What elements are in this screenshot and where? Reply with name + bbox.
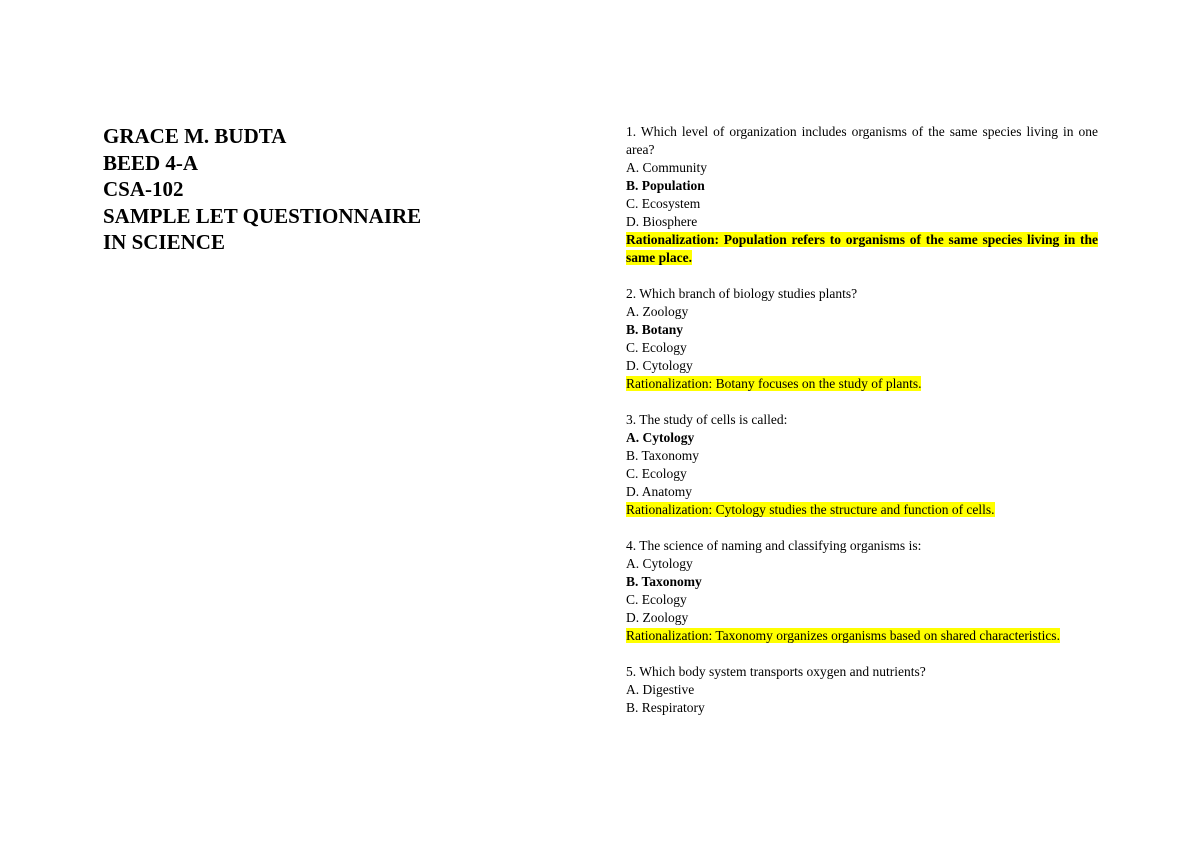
answer-option-correct: A. Cytology <box>626 430 695 445</box>
question-item <box>626 663 1098 717</box>
rationale-text: Rationalization: Population refers to organisms of the same species living in the same place. <box>626 232 1098 265</box>
answer-option-correct: B. Botany <box>626 322 684 337</box>
document-header <box>103 123 543 256</box>
questionnaire <box>626 123 1098 735</box>
document-subtitle: IN SCIENCE <box>103 230 225 254</box>
answer-option: B. Respiratory <box>626 700 705 715</box>
answer-option: C. Ecology <box>626 340 687 355</box>
answer-option: A. Cytology <box>626 556 693 571</box>
question-text: 4. The science of naming and classifying organisms is: <box>626 538 922 553</box>
course-code: CSA-102 <box>103 177 184 201</box>
question-text: 5. Which body system transports oxygen and nutrients? <box>626 664 926 679</box>
rationale-text: Rationalization: Taxonomy organizes organisms based on shared characteristics. <box>626 628 1060 643</box>
rationale <box>626 231 1098 267</box>
answer-option: C. Ecosystem <box>626 196 701 211</box>
answer-option-correct: B. Taxonomy <box>626 574 702 589</box>
answer-option: C. Ecology <box>626 592 687 607</box>
answer-option: D. Anatomy <box>626 484 692 499</box>
answer-option: C. Ecology <box>626 466 687 481</box>
answer-option: A. Zoology <box>626 304 689 319</box>
rationale-text: Rationalization: Botany focuses on the study of plants. <box>626 376 922 391</box>
document-title: SAMPLE LET QUESTIONNAIRE <box>103 203 422 228</box>
question-item <box>626 123 1098 267</box>
answer-option: A. Digestive <box>626 682 695 697</box>
question-text: 1. Which level of organization includes organisms of the same species living in one area? <box>626 124 1098 157</box>
question-text: 2. Which branch of biology studies plants? <box>626 286 858 301</box>
answer-option: D. Zoology <box>626 610 689 625</box>
author-name: GRACE M. BUDTA <box>103 124 287 148</box>
answer-option: D. Biosphere <box>626 214 698 229</box>
answer-option: D. Cytology <box>626 358 693 373</box>
answer-option-correct: B. Population <box>626 178 705 193</box>
section-label: BEED 4-A <box>103 150 199 175</box>
question-item <box>626 411 1098 519</box>
answer-option: B. Taxonomy <box>626 448 700 463</box>
rationale-text: Rationalization: Cytology studies the structure and function of cells. <box>626 502 995 517</box>
question-item <box>626 537 1098 645</box>
question-text: 3. The study of cells is called: <box>626 412 788 427</box>
rationale <box>626 501 1098 519</box>
answer-option: A. Community <box>626 160 708 175</box>
question-item <box>626 285 1098 393</box>
rationale <box>626 375 1098 393</box>
rationale <box>626 627 1098 645</box>
